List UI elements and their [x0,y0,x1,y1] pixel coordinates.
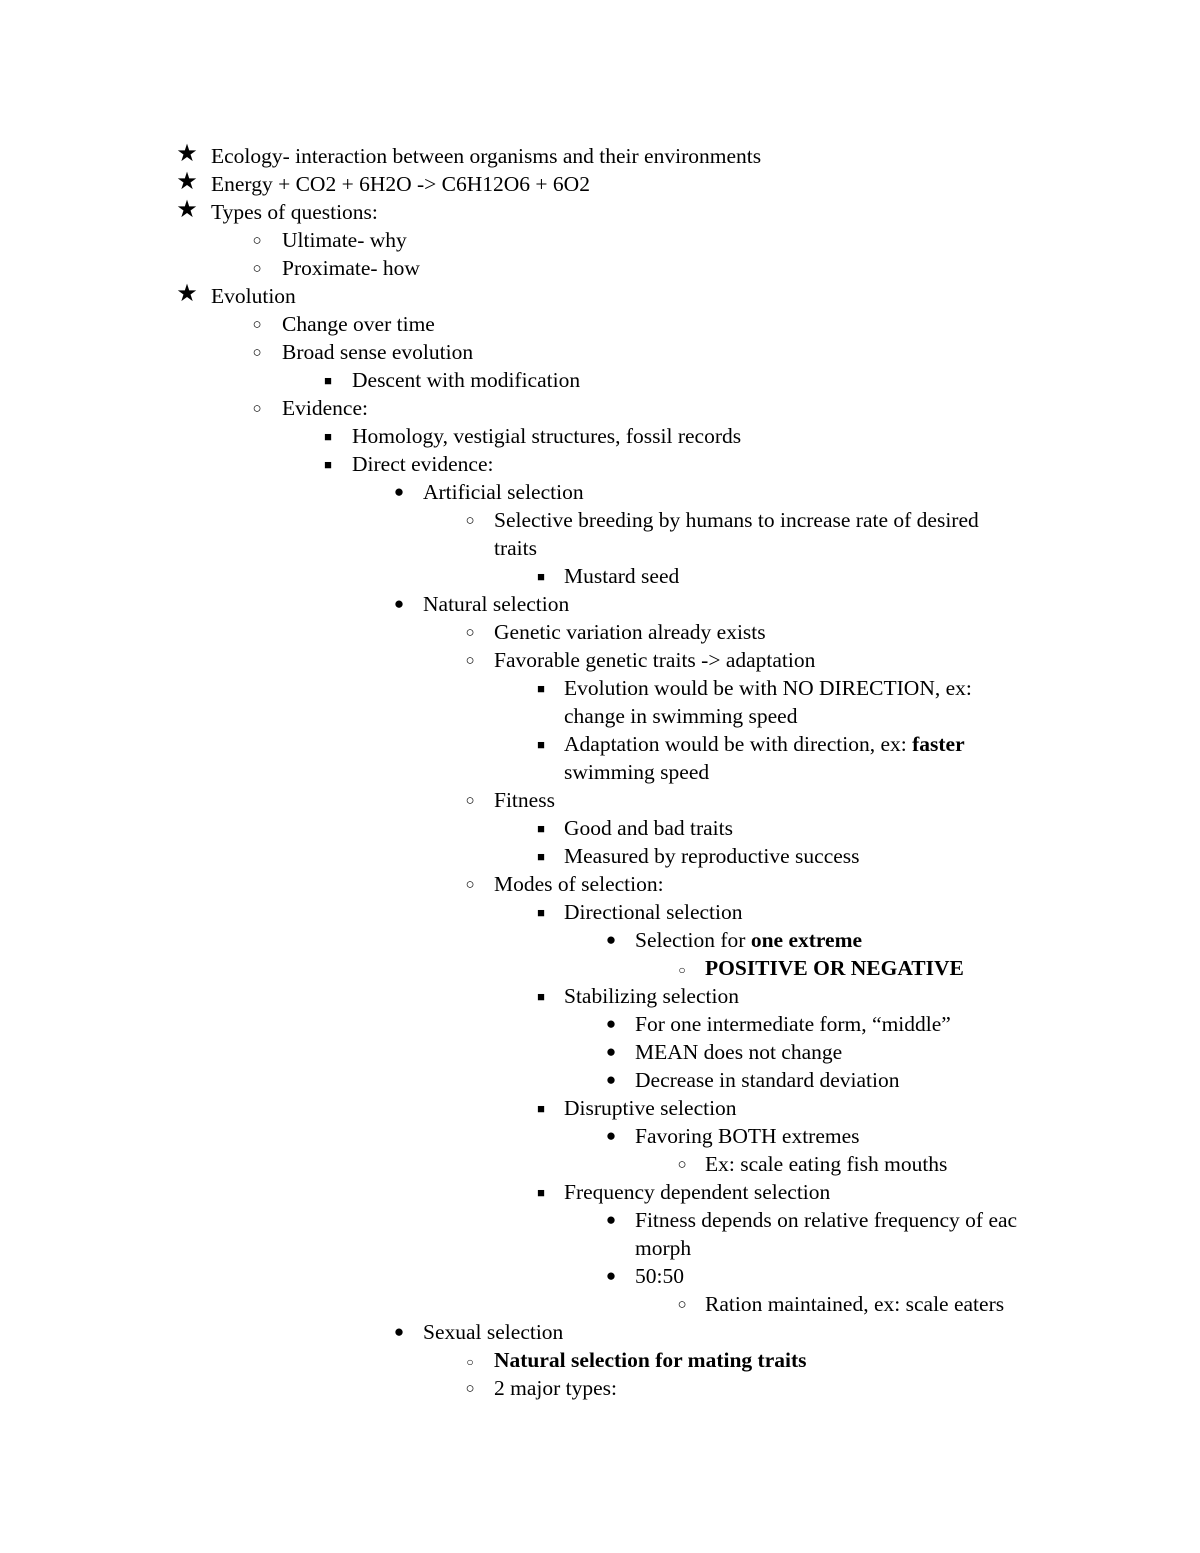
list-item-label: Stabilizing selection [564,984,739,1008]
list-item [0,394,1200,422]
list-item-label: Types of questions: [211,200,378,224]
list-item-label: Decrease in standard deviation [635,1068,900,1092]
list-item-text [282,254,420,282]
dot-bullet-icon: ● [605,1266,617,1285]
list-item-text [564,562,679,590]
list-item [0,1262,1200,1290]
list-item-text [494,646,815,674]
list-item [0,254,1200,282]
list-item-text [211,198,378,226]
list-item [0,898,1200,926]
list-item-label: Ecology- interaction between organisms and their environments [211,144,762,168]
square-bullet-icon: ■ [537,681,545,696]
list-item [0,1178,1200,1206]
list-item-label: Selective breeding by humans to increase rate of desired [494,508,979,532]
list-item [0,1206,1200,1234]
list-item [0,786,1200,814]
list-item-text [635,1262,684,1290]
list-item [0,646,1200,674]
list-item-label: Evolution [211,284,296,308]
circle-bullet-icon: ○ [466,1355,474,1369]
circle-bullet-icon: ○ [252,401,262,417]
list-item-text [635,1206,1017,1234]
circle-bullet-icon: ○ [465,877,475,893]
star-bullet-icon: ★ [176,197,198,223]
list-item [0,1010,1200,1038]
list-item-label: Adaptation would be with direction, ex: [564,732,913,756]
list-item-text [635,1066,899,1094]
circle-bullet-icon: ○ [252,261,262,277]
square-bullet-icon: ■ [537,905,545,920]
list-item [0,870,1200,898]
circle-bullet-icon: ○ [465,1381,475,1397]
list-item-label: Selection for [635,928,751,952]
star-bullet-icon: ★ [176,169,198,195]
list-item [0,674,1200,702]
list-item-text [564,898,743,926]
square-bullet-icon: ■ [324,429,332,444]
list-item-text [564,674,972,702]
circle-bullet-icon: ○ [252,233,262,249]
list-item-text [635,1010,951,1038]
list-item-label: Change over time [282,312,435,336]
list-item-label: Energy + CO2 + 6H2O -> C6H12O6 + 6O2 [211,172,590,196]
list-item [0,618,1200,646]
dot-bullet-icon: ● [393,1322,405,1341]
list-item [0,1150,1200,1178]
square-bullet-icon: ■ [324,457,332,472]
list-item-label: 50:50 [635,1264,684,1288]
list-item [0,170,1200,198]
dot-bullet-icon: ● [393,594,405,613]
list-item-text [282,338,473,366]
list-item [0,926,1200,954]
list-item-label: Ration maintained, ex: scale eaters [705,1292,1005,1316]
list-item-continuation: morph [635,1236,692,1260]
dot-bullet-icon: ● [605,1126,617,1145]
list-item-text [564,730,965,758]
list-item-label: Evidence: [282,396,368,420]
list-item-label: Evolution would be with NO DIRECTION, ex: [564,676,972,700]
list-item-continuation: swimming speed [564,760,710,784]
list-item [0,982,1200,1010]
list-item [0,1122,1200,1150]
list-item-text [494,786,555,814]
circle-bullet-icon: ○ [678,963,686,977]
list-item [0,450,1200,478]
list-item-label: Good and bad traits [564,816,733,840]
dot-bullet-icon: ● [605,1042,617,1061]
list-item-label: Mustard seed [564,564,680,588]
list-item-text [282,226,407,254]
list-item-text [494,618,766,646]
list-item-label: Favoring BOTH extremes [635,1124,860,1148]
list-item [0,282,1200,310]
list-item [0,226,1200,254]
list-item [0,1066,1200,1094]
star-bullet-icon: ★ [176,281,198,307]
list-item-emphasis: Natural selection for mating traits [494,1348,807,1372]
list-item [0,1290,1200,1318]
list-item-label: Homology, vestigial structures, fossil records [352,424,742,448]
list-item-text [564,1094,737,1122]
list-item-label: Directional selection [564,900,743,924]
list-item-text [282,310,435,338]
list-item [0,1318,1200,1346]
list-item [0,590,1200,618]
list-item [0,954,1200,982]
list-item-label: Measured by reproductive success [564,844,860,868]
list-item [0,422,1200,450]
list-item-label: Natural selection [423,592,570,616]
square-bullet-icon: ■ [537,849,545,864]
list-item [0,1038,1200,1066]
list-item [0,1374,1200,1402]
list-item [0,366,1200,394]
list-item-text [635,1038,842,1066]
circle-bullet-icon: ○ [465,513,475,529]
list-item-text [705,1150,947,1178]
list-item [0,142,1200,170]
list-item [0,814,1200,842]
list-item-label: Disruptive selection [564,1096,737,1120]
list-item-emphasis: faster [912,732,965,756]
list-item-text [705,954,964,982]
list-item-label: Favorable genetic traits -> adaptation [494,648,816,672]
star-bullet-icon: ★ [176,141,198,167]
list-item-text [494,1346,807,1374]
list-item [0,842,1200,870]
square-bullet-icon: ■ [537,569,545,584]
list-item-label: Direct evidence: [352,452,494,476]
square-bullet-icon: ■ [537,1101,545,1116]
square-bullet-icon: ■ [324,373,332,388]
list-item-text [635,1122,860,1150]
list-item-label: Sexual selection [423,1320,564,1344]
list-item-text [564,982,739,1010]
list-item-text [423,478,584,506]
dot-bullet-icon: ● [605,930,617,949]
list-item [0,1094,1200,1122]
list-item-label: For one intermediate form, “middle” [635,1012,951,1036]
list-item-text [282,394,368,422]
dot-bullet-icon: ● [393,482,405,501]
list-item-emphasis: one extreme [750,928,863,952]
list-item-label: Descent with modification [352,368,581,392]
dot-bullet-icon: ● [605,1070,617,1089]
circle-bullet-icon: ○ [465,625,475,641]
list-item-text [352,422,741,450]
list-item-label: MEAN does not change [635,1040,843,1064]
list-item-label: Genetic variation already exists [494,620,766,644]
list-item-label: Ex: scale eating fish mouths [705,1152,948,1176]
list-item-label: Fitness [494,788,555,812]
circle-bullet-icon: ○ [677,1157,687,1173]
list-item [0,730,1200,758]
list-item-label: Fitness depends on relative frequency of eac [635,1208,1018,1232]
list-item-text [494,506,979,534]
list-item-emphasis: POSITIVE OR NEGATIVE [705,956,964,980]
list-item-text [494,870,664,898]
list-item [0,310,1200,338]
list-item-text [705,1290,1004,1318]
list-item [0,506,1200,534]
list-item-label: Frequency dependent selection [564,1180,831,1204]
list-item-label: Broad sense evolution [282,340,474,364]
list-item-text [564,1178,830,1206]
dot-bullet-icon: ● [605,1014,617,1033]
list-item-text [211,282,296,310]
list-item-text [211,170,590,198]
list-item-label: Artificial selection [423,480,584,504]
circle-bullet-icon: ○ [677,1297,687,1313]
list-item-text [211,142,761,170]
dot-bullet-icon: ● [605,1210,617,1229]
list-item [0,338,1200,366]
list-item-text [352,366,580,394]
list-item [0,478,1200,506]
list-item-text [352,450,493,478]
list-item-label: 2 major types: [494,1376,618,1400]
list-item-text [494,1374,617,1402]
list-item-text [635,926,862,954]
square-bullet-icon: ■ [537,737,545,752]
list-item-text [564,814,733,842]
circle-bullet-icon: ○ [465,793,475,809]
square-bullet-icon: ■ [537,1185,545,1200]
list-item-label: Ultimate- why [282,228,407,252]
circle-bullet-icon: ○ [252,345,262,361]
list-item-continuation: change in swimming speed [564,704,798,728]
list-item-continuation: traits [494,536,537,560]
square-bullet-icon: ■ [537,821,545,836]
square-bullet-icon: ■ [537,989,545,1004]
list-item-text [564,842,860,870]
circle-bullet-icon: ○ [252,317,262,333]
circle-bullet-icon: ○ [465,653,475,669]
list-item-text [423,1318,563,1346]
list-item-label: Proximate- how [282,256,420,280]
list-item [0,562,1200,590]
list-item-text [423,590,569,618]
list-item-label: Modes of selection: [494,872,664,896]
list-item [0,1346,1200,1374]
list-item [0,198,1200,226]
